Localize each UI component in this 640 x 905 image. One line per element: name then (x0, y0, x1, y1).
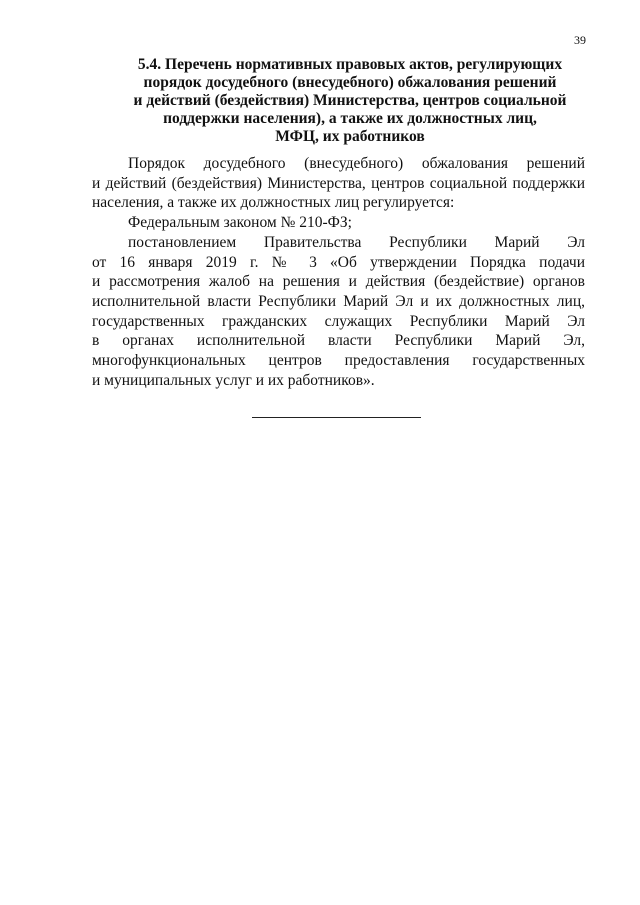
heading-line: и действий (бездействия) Министерства, центров социальной (133, 92, 567, 109)
paragraph-line: постановлением Правительства Республики Марий Эл (128, 233, 585, 251)
section-heading (112, 56, 588, 146)
paragraph-line: многофункциональных центров предоставления государственных (92, 352, 585, 370)
paragraph-line: и муниципальных услуг и их работников». (92, 371, 375, 389)
paragraph-line: Порядок досудебного (внесудебного) обжалования решений (128, 155, 585, 172)
heading-line: поддержки населения), а также их должностных лиц, (163, 110, 537, 127)
paragraph-line: в органах исполнительной власти Республики Марий Эл, (92, 332, 585, 350)
heading-line: 5.4. Перечень нормативных правовых актов, регулирующих (137, 56, 563, 73)
paragraph-line: и действий (бездействия) Министерства, центров социальной поддержки (92, 174, 585, 192)
paragraph-line: от 16 января 2019 г. № 3 «Об утверждении Порядка подачи (92, 253, 585, 271)
heading-line: порядок досудебного (внесудебного) обжалования решений (143, 74, 557, 91)
heading-line: МФЦ, их работников (275, 128, 425, 145)
paragraph-line: населения, а также их должностных лиц регулируется: (92, 194, 455, 212)
closing-rule (252, 417, 421, 418)
paragraph-line: исполнительной власти Республики Марий Эл и их должностных лиц, (92, 292, 585, 310)
paragraph-line: государственных гражданских служащих Республики Марий Эл (92, 312, 585, 330)
body-text (92, 154, 585, 390)
paragraph-line: Федеральным законом № 210-ФЗ; (128, 214, 352, 232)
page-number: 39 (574, 33, 586, 47)
paragraph-line: и рассмотрения жалоб на решения и действия (бездействие) органов (92, 273, 585, 291)
